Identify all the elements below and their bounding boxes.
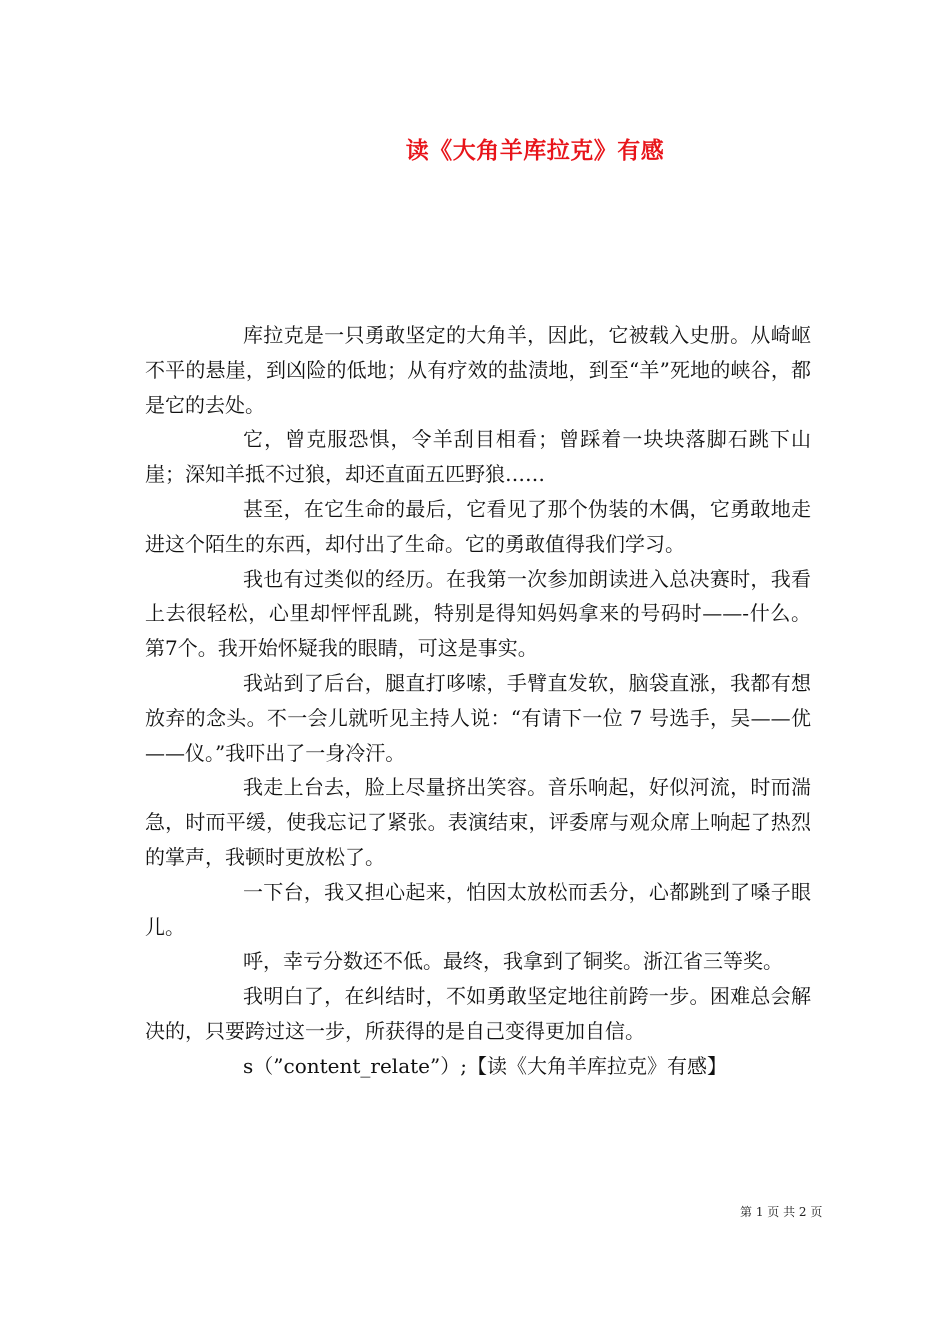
paragraph-5: 我站到了后台，腿直打哆嗦，手臂直发软，脑袋直涨，我都有想放弃的念头。不一会儿就听见主持人说：“有请下一位 7 号选手，吴——优——仪。”我吓出了一身冷汗。 — [145, 670, 811, 765]
paragraph-7: 一下台，我又担心起来，怕因太放松而丢分，心都跳到了嗓子眼儿。 — [145, 879, 811, 939]
paragraph-4: 我也有过类似的经历。在我第一次参加朗读进入总决赛时，我看上去很轻松，心里却怦怦乱跳，特别是得知妈妈拿来的号码时——-什么。第7个。我开始怀疑我的眼睛，可这是事实。 — [145, 566, 811, 661]
paragraph-6: 我走上台去，脸上尽量挤出笑容。音乐响起，好似河流，时而湍急，时而平缓，使我忘记了紧张。表演结束，评委席与观众席上响起了热烈的掌声，我顿时更放松了。 — [145, 775, 811, 869]
paragraph-2: 它，曾克服恐惧，令羊刮目相看；曾踩着一块块落脚石跳下山崖；深知羊抵不过狼，却还直面五匹野狼…… — [145, 427, 811, 487]
document-body — [145, 318, 811, 1084]
paragraph-3: 甚至，在它生命的最后，它看见了那个伪装的木偶，它勇敢地走进这个陌生的东西，却付出了生命。它的勇敢值得我们学习。 — [145, 496, 811, 556]
page-number: 第 1 页 共 2 页 — [740, 1205, 823, 1219]
paragraph-10: s（”content_relate”）;【读《大角羊库拉克》有感】 — [243, 1053, 727, 1078]
paragraph-8: 呼，幸亏分数还不低。最终，我拿到了铜奖。浙江省三等奖。 — [243, 949, 783, 974]
paragraph-1: 库拉克是一只勇敢坚定的大角羊，因此，它被载入史册。从崎岖不平的悬崖，到凶险的低地；从有疗效的盐渍地，到至“羊”死地的峡谷，都是它的去处。 — [145, 323, 811, 417]
document-title: 读《大角羊库拉克》有感 — [405, 137, 665, 164]
paragraph-9: 我明白了，在纠结时，不如勇敢坚定地往前跨一步。困难总会解决的，只要跨过这一步，所获得的是自己变得更加自信。 — [145, 984, 811, 1043]
